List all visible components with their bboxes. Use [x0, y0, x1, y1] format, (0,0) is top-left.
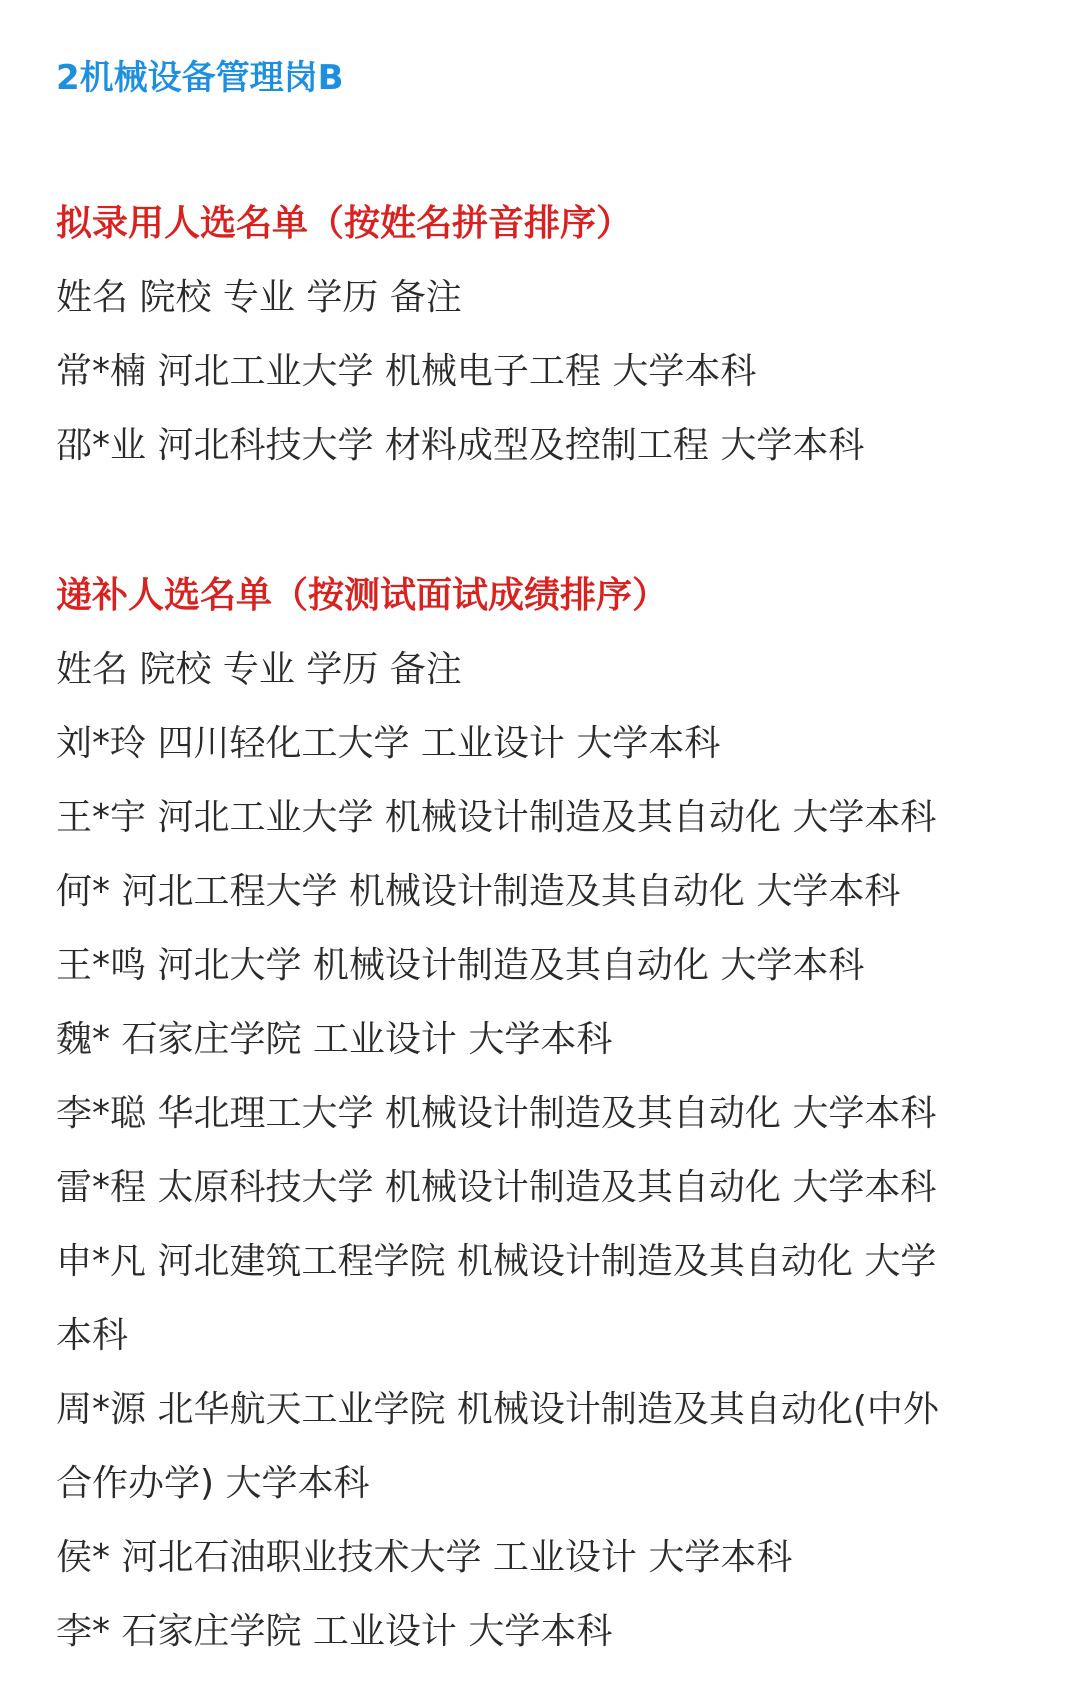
alternate-candidates-list: [56, 644, 939, 1680]
proposed-hires-section: [56, 198, 864, 494]
alternates-header-row: 姓名 院校 专业 学历 备注: [56, 649, 462, 690]
list-item: 雷*程 太原科技大学 机械设计制造及其自动化 大学本科: [56, 1167, 937, 1208]
proposed-hires-heading: 拟录用人选名单（按姓名拼音排序）: [56, 203, 633, 244]
list-item: 李* 石家庄学院 工业设计 大学本科: [56, 1611, 613, 1652]
list-item: 邵*业 河北科技大学 材料成型及控制工程 大学本科: [56, 425, 865, 466]
position-title: 2机械设备管理岗B: [56, 58, 344, 98]
list-item: 何* 河北工程大学 机械设计制造及其自动化 大学本科: [56, 871, 901, 912]
proposed-hires-list: [56, 272, 864, 494]
list-item: 常*楠 河北工业大学 机械电子工程 大学本科: [56, 351, 757, 392]
list-item: 王*鸣 河北大学 机械设计制造及其自动化 大学本科: [56, 945, 865, 986]
list-item-continuation: 本科: [56, 1315, 129, 1356]
alternate-candidates-section: [56, 570, 939, 1680]
list-item: 刘*玲 四川轻化工大学 工业设计 大学本科: [56, 723, 721, 764]
list-item: 李*聪 华北理工大学 机械设计制造及其自动化 大学本科: [56, 1093, 937, 1134]
list-item: 周*源 北华航天工业学院 机械设计制造及其自动化(中外: [56, 1389, 939, 1430]
list-item: 侯* 河北石油职业技术大学 工业设计 大学本科: [56, 1537, 793, 1578]
list-item: 申*凡 河北建筑工程学院 机械设计制造及其自动化 大学: [56, 1241, 937, 1282]
proposed-header-row: 姓名 院校 专业 学历 备注: [56, 277, 462, 318]
list-item-continuation: 合作办学) 大学本科: [56, 1463, 370, 1504]
list-item: 王*宇 河北工业大学 机械设计制造及其自动化 大学本科: [56, 797, 937, 838]
alternate-candidates-heading: 递补人选名单（按测试面试成绩排序）: [56, 575, 669, 616]
list-item: 魏* 石家庄学院 工业设计 大学本科: [56, 1019, 613, 1060]
